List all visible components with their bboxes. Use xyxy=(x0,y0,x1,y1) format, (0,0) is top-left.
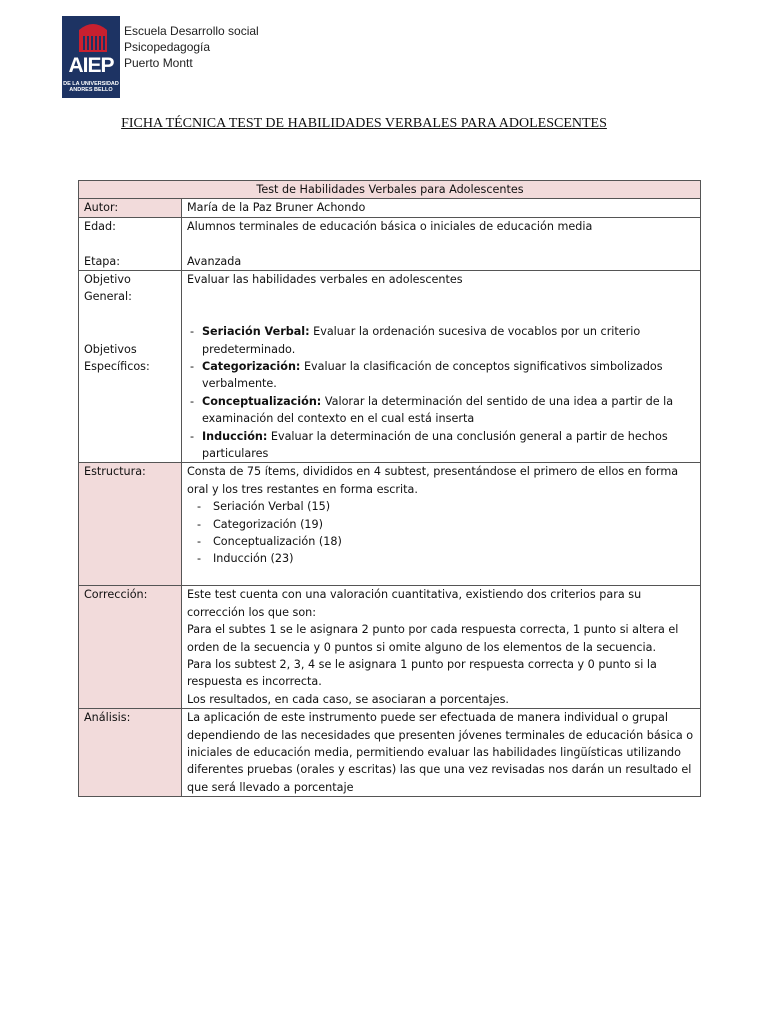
list-item: - Categorización: Evaluar la clasificación de conceptos significativos simbolizados verbalmente. xyxy=(190,358,696,393)
list-item: - Conceptualización (18) xyxy=(197,533,696,550)
label-analisis: Análisis: xyxy=(79,709,182,797)
list-item: - Inducción (23) xyxy=(197,550,696,567)
label-estructura: Estructura: xyxy=(79,463,182,586)
value-analisis: La aplicación de este instrumento puede ser efectuada de manera individual o grupal dependiendo de las necesidades que presenten jóvenes terminales de educación básica o iniciales de educación media, permitiendo evaluar las habilidades lingüísticas utilizando diferentes pruebas (orales y escritas) las que una vez revisadas nos darán un resultado el que será llevado a porcentaje xyxy=(182,709,701,797)
logo-wordmark: AIEP xyxy=(68,54,114,77)
school-city: Puerto Montt xyxy=(124,56,193,70)
table-row-analisis xyxy=(79,709,701,797)
table-row-correccion xyxy=(79,586,701,709)
aiep-logo xyxy=(62,16,120,98)
label-objetivo-general: Objetivo General: xyxy=(84,273,132,304)
table-heading: Test de Habilidades Verbales para Adolescentes xyxy=(79,181,701,199)
list-item: - Conceptualización: Valorar la determinación del sentido de una idea a partir de la examinación del contexto en el cual está inserta xyxy=(190,393,696,428)
estructura-subtests-list xyxy=(187,498,696,568)
estructura-intro: Consta de 75 ítems, divididos en 4 subtest, presentándose el primero de ellos en forma oral y los tres restantes en forma escrita. xyxy=(187,465,679,496)
label-autor: Autor: xyxy=(79,199,182,217)
value-estructura xyxy=(182,463,701,586)
correccion-line: Los resultados, en cada caso, se asociaran a porcentajes. xyxy=(187,692,509,706)
label-correccion: Corrección: xyxy=(79,586,182,709)
value-objetivos xyxy=(182,271,701,463)
list-item: - Seriación Verbal: Evaluar la ordenación sucesiva de vocablos por un criterio predeterminado. xyxy=(190,323,696,358)
school-name: Escuela Desarrollo social xyxy=(124,24,259,38)
correccion-line: Para el subtes 1 se le asignara 2 punto por cada respuesta correcta, 1 punto si altera el orden de la secuencia y 0 puntos si omite alguno de los elementos de la secuencia. xyxy=(187,623,679,654)
objetivos-especificos-list xyxy=(187,323,696,462)
school-info xyxy=(124,23,259,71)
value-etapa: Avanzada xyxy=(187,254,242,268)
table-row-estructura xyxy=(79,463,701,586)
label-edad: Edad: xyxy=(84,219,116,233)
list-item: - Seriación Verbal (15) xyxy=(197,498,696,515)
label-etapa: Etapa: xyxy=(84,254,121,268)
table-row-autor xyxy=(79,199,701,217)
table-row-objetivos xyxy=(79,271,701,463)
list-item: - Inducción: Evaluar la determinación de una conclusión general a partir de hechos particulares xyxy=(190,428,696,463)
correccion-line: Para los subtest 2, 3, 4 se le asignara 1 punto por respuesta correcta y 0 punto si la respuesta es incorrecta. xyxy=(187,657,657,689)
label-edad-etapa xyxy=(79,217,182,270)
value-edad-etapa xyxy=(182,217,701,270)
label-objetivos-especificos: Objetivos Específicos: xyxy=(84,342,150,374)
logo-subtitle: DE LA UNIVERSIDAD ANDRES BELLO xyxy=(63,81,119,93)
technical-sheet-table xyxy=(78,180,701,797)
document-title: FICHA TÉCNICA TEST DE HABILIDADES VERBALES PARA ADOLESCENTES xyxy=(121,116,607,131)
label-objetivos xyxy=(79,271,182,463)
correccion-line: Este test cuenta con una valoración cuantitativa, existiendo dos criterios para su corrección los que son: xyxy=(187,588,642,619)
value-objetivo-general: Evaluar las habilidades verbales en adolescentes xyxy=(187,273,463,287)
value-correccion xyxy=(182,586,701,709)
value-autor: María de la Paz Bruner Achondo xyxy=(182,199,701,217)
value-edad: Alumnos terminales de educación básica o iniciales de educación media xyxy=(187,219,593,233)
list-item: - Categorización (19) xyxy=(197,516,696,533)
table-heading-row xyxy=(79,181,701,199)
school-program: Psicopedagogía xyxy=(124,40,211,54)
table-row-edad-etapa xyxy=(79,217,701,270)
